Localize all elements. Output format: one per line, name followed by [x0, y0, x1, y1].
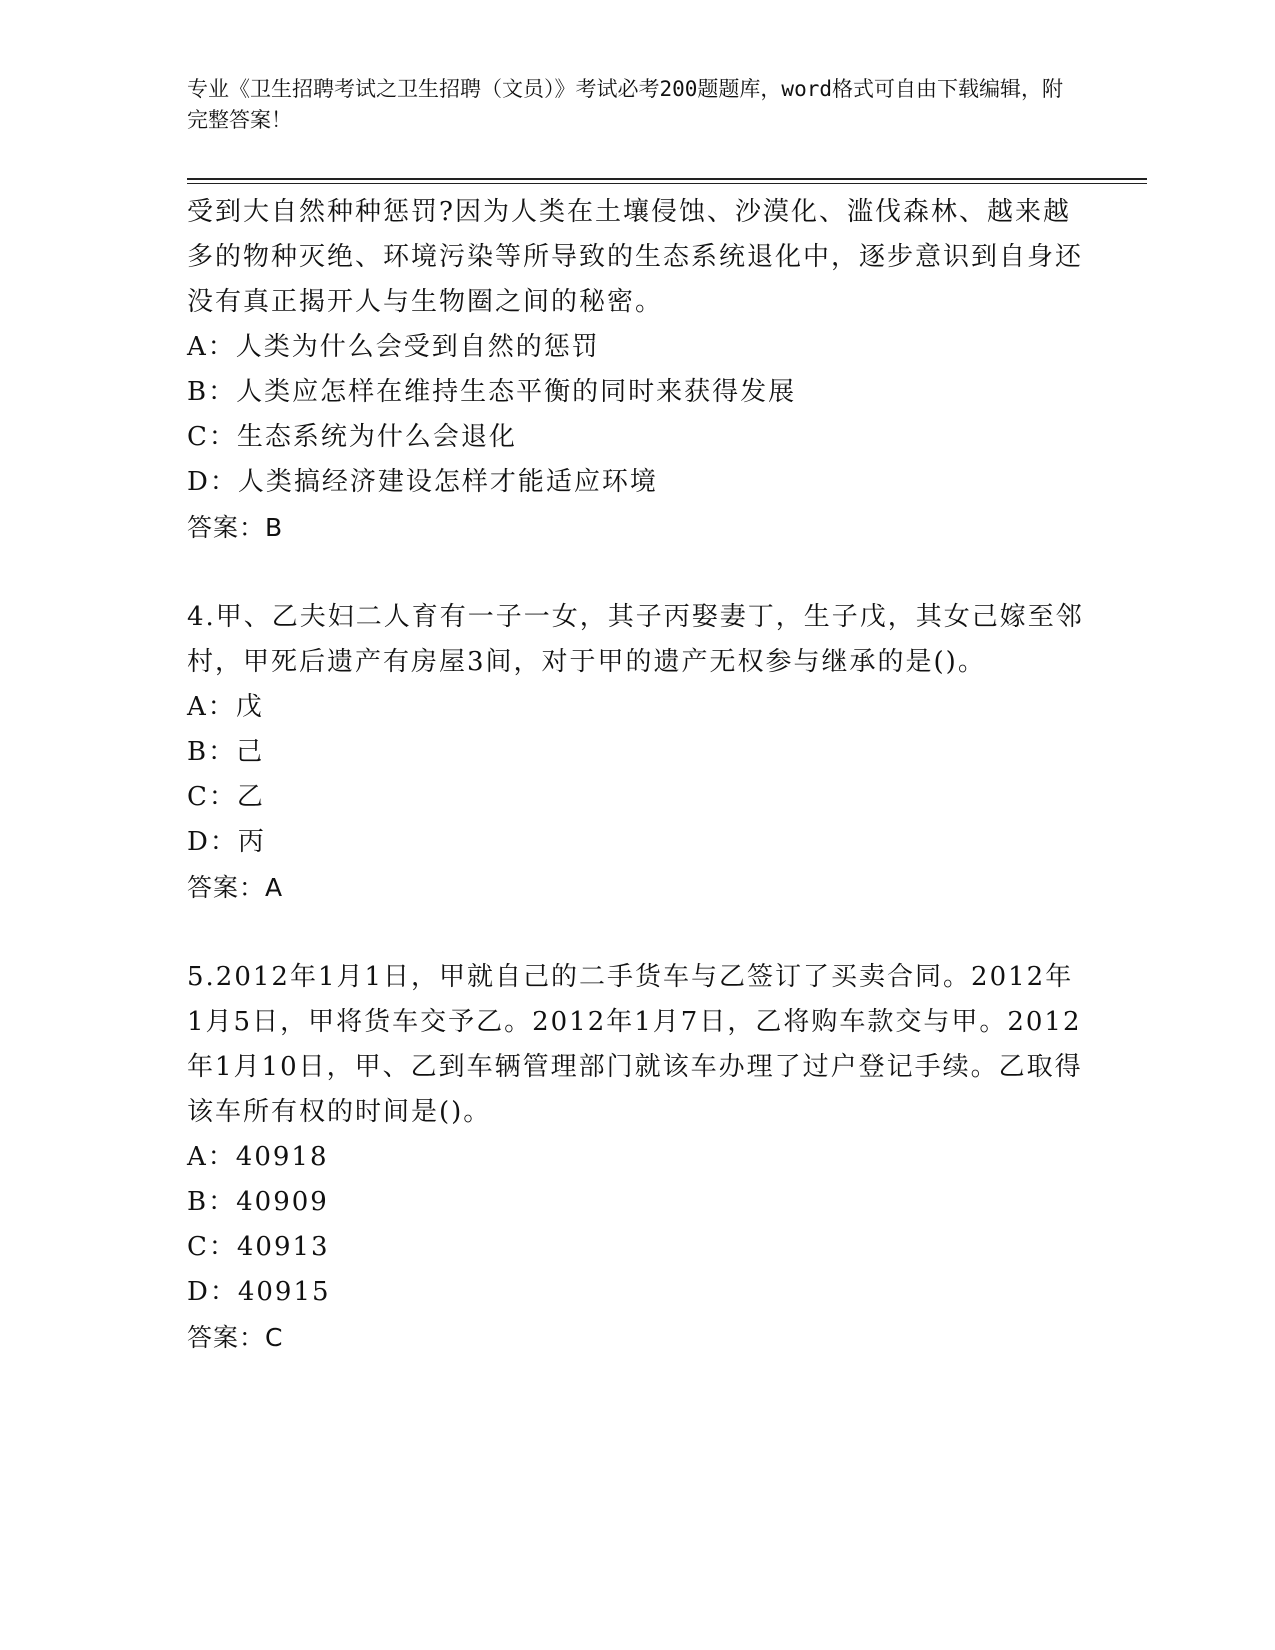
question-block — [187, 190, 1087, 550]
option-d: D：丙 — [187, 827, 266, 857]
option-c: C：乙 — [187, 782, 265, 812]
option-a: A：人类为什么会受到自然的惩罚 — [187, 332, 600, 362]
question-block — [187, 955, 1087, 1360]
question-spacer — [187, 910, 1087, 955]
option-b: B：40909 — [187, 1187, 329, 1217]
option-d: D：40915 — [187, 1277, 331, 1307]
question-stem: 4.甲、乙夫妇二人育有一子一女，其子丙娶妻丁，生子戊，其女己嫁至邻村，甲死后遗产有房屋3间，对于甲的遗产无权参与继承的是()。 — [187, 602, 1084, 677]
option-b: B：己 — [187, 737, 265, 767]
question-list — [187, 190, 1087, 1360]
document-header: 专业《卫生招聘考试之卫生招聘（文员）》考试必考200题题库，word格式可自由下载编辑，附完整答案！ — [187, 77, 1063, 132]
option-c: C：生态系统为什么会退化 — [187, 422, 517, 452]
answer-line: 答案：C — [187, 1323, 284, 1352]
option-c: C：40913 — [187, 1232, 330, 1262]
header-rule-thick — [187, 178, 1147, 180]
answer-line: 答案：A — [187, 873, 284, 902]
option-b: B：人类应怎样在维持生态平衡的同时来获得发展 — [187, 377, 797, 407]
answer-line: 答案：B — [187, 513, 284, 542]
header-rule-thin — [187, 183, 1147, 184]
question-spacer — [187, 550, 1087, 595]
option-a: A：戊 — [187, 692, 264, 722]
option-a: A：40918 — [187, 1142, 329, 1172]
option-d: D：人类搞经济建设怎样才能适应环境 — [187, 467, 658, 497]
question-stem: 受到大自然种种惩罚?因为人类在土壤侵蚀、沙漠化、滥伐森林、越来越多的物种灭绝、环境污染等所导致的生态系统退化中，逐步意识到自身还没有真正揭开人与生物圈之间的秘密。 — [187, 197, 1084, 317]
question-stem: 5.2012年1月1日，甲就自己的二手货车与乙签订了买卖合同。2012年1月5日，甲将货车交予乙。2012年1月7日，乙将购车款交与甲。2012年1月10日，甲、乙到车辆管理部门就该车办理了过户登记手续。乙取得该车所有权的时间是()。 — [187, 962, 1083, 1127]
question-block — [187, 595, 1087, 910]
